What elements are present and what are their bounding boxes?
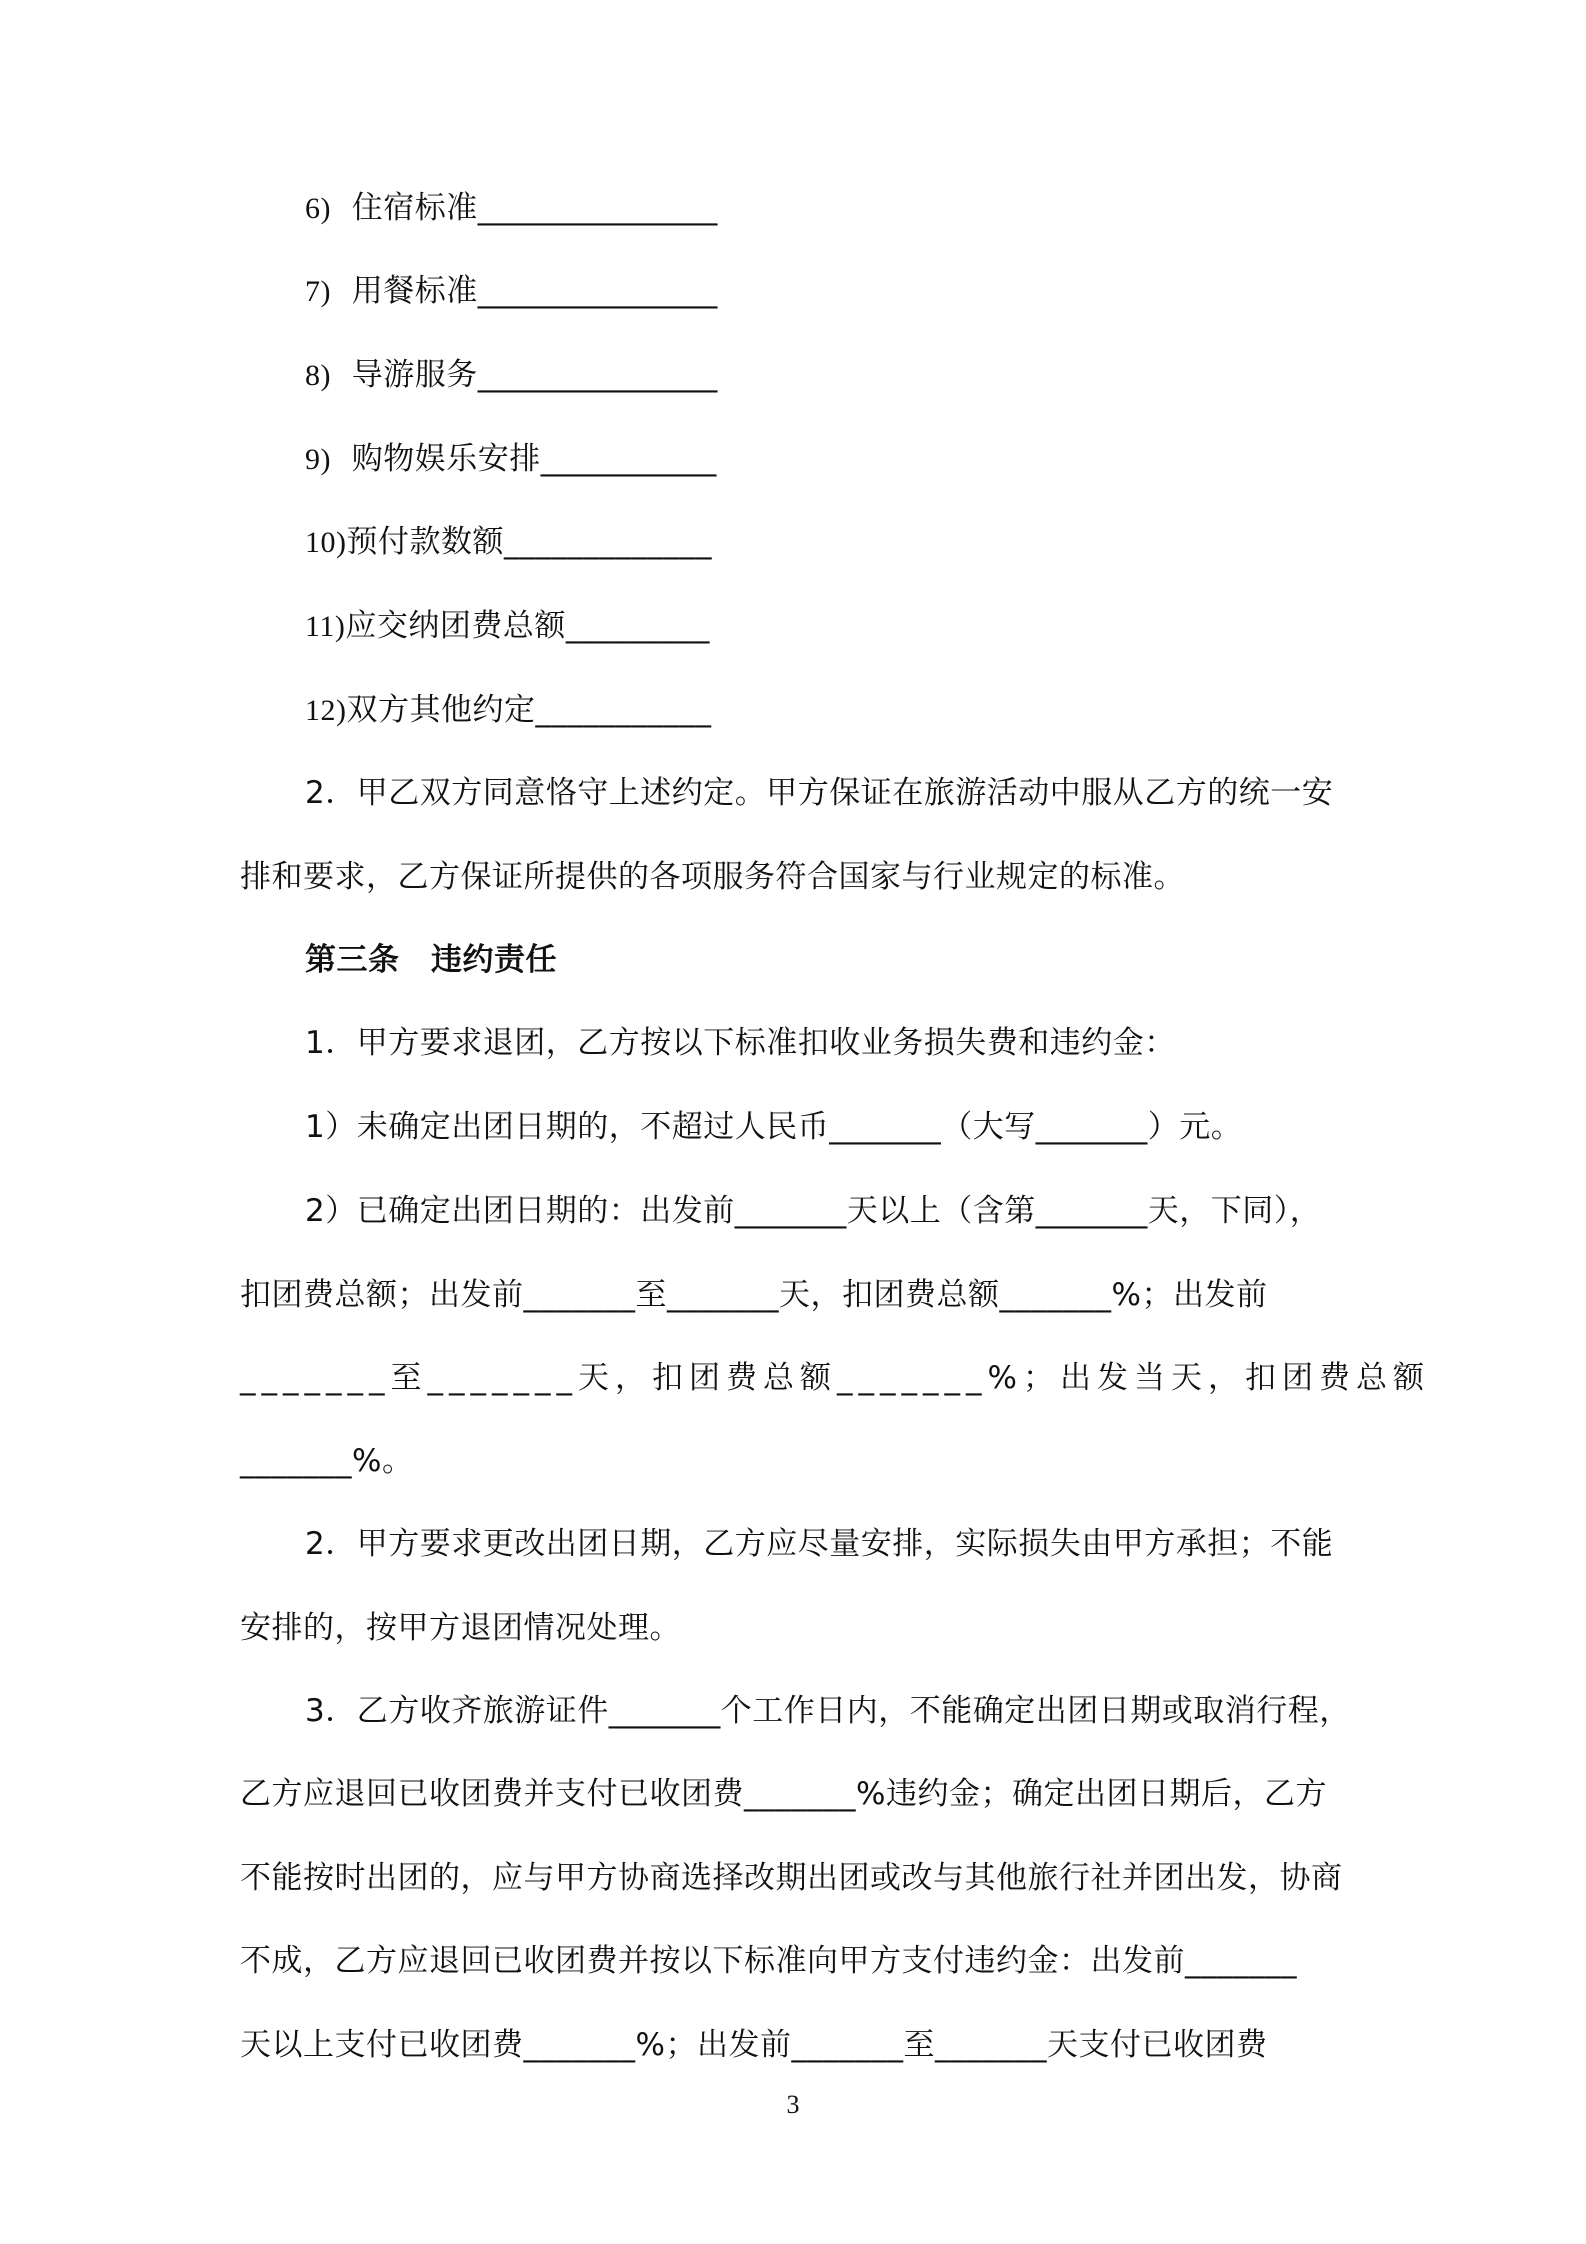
paragraph-line: 安排的，按甲方退团情况处理。 [240,1610,681,1646]
paragraph-line: 不成，乙方应退回已收团费并按以下标准向甲方支付违约金：出发前_______ [240,1943,1297,1979]
paragraph-line: 1）未确定出团日期的，不超过人民币_______（大写_______）元。 [305,1109,1243,1145]
item-text: 应交纳团费总额_________ [345,608,710,644]
list-item [305,522,712,563]
list-item [305,439,717,480]
paragraph-line: 乙方应退回已收团费并支付已收团费_______%违约金；确定出团日期后，乙方 [240,1776,1327,1812]
paragraph-line: 2．甲方要求更改出团日期，乙方应尽量安排，实际损失由甲方承担；不能 [305,1526,1334,1562]
paragraph-line: 2）已确定出团日期的：出发前_______天以上（含第_______天，下同）， [305,1193,1322,1229]
list-item [305,188,718,229]
paragraph-line: 不能按时出团的，应与甲方协商选择改期出团或改与其他旅行社并团出发，协商 [240,1860,1343,1896]
list-item [305,271,718,312]
item-number: 12) [305,694,347,727]
list-item [305,355,718,396]
paragraph-line: _______至_______天，扣团费总额_______%；出发当天，扣团费总额 [240,1360,1430,1396]
paragraph-line: 扣团费总额；出发前_______至_______天，扣团费总额_______%；出发前 [240,1277,1268,1313]
paragraph-line: 2．甲乙双方同意恪守上述约定。甲方保证在旅游活动中服从乙方的统一安 [305,775,1334,811]
item-number: 11) [305,610,346,643]
item-text: 住宿标准_______________ [351,190,718,226]
paragraph-line: _______%。 [240,1443,414,1479]
item-number: 8) [305,359,331,392]
list-item [305,690,712,731]
paragraph-line: 排和要求，乙方保证所提供的各项服务符合国家与行业规定的标准。 [240,859,1185,895]
item-text: 购物娱乐安排___________ [351,441,717,477]
item-text: 导游服务_______________ [351,357,718,393]
list-item [305,606,710,647]
item-number: 6) [305,192,331,225]
item-number: 10) [305,526,347,559]
item-text: 用餐标准_______________ [351,273,718,309]
paragraph-line: 天以上支付已收团费_______%；出发前_______至_______天支付已收团费 [240,2027,1268,2063]
page-number: 3 [786,2090,800,2119]
item-text: 预付款数额_____________ [346,524,712,560]
paragraph-line: 1．甲方要求退团，乙方按以下标准扣收业务损失费和违约金： [305,1025,1176,1061]
item-number: 7) [305,275,331,308]
item-text: 双方其他约定___________ [346,692,712,728]
paragraph-line: 3．乙方收齐旅游证件_______个工作日内，不能确定出团日期或取消行程， [305,1693,1351,1729]
item-number: 9) [305,443,331,476]
section-heading: 第三条 违约责任 [305,942,557,978]
